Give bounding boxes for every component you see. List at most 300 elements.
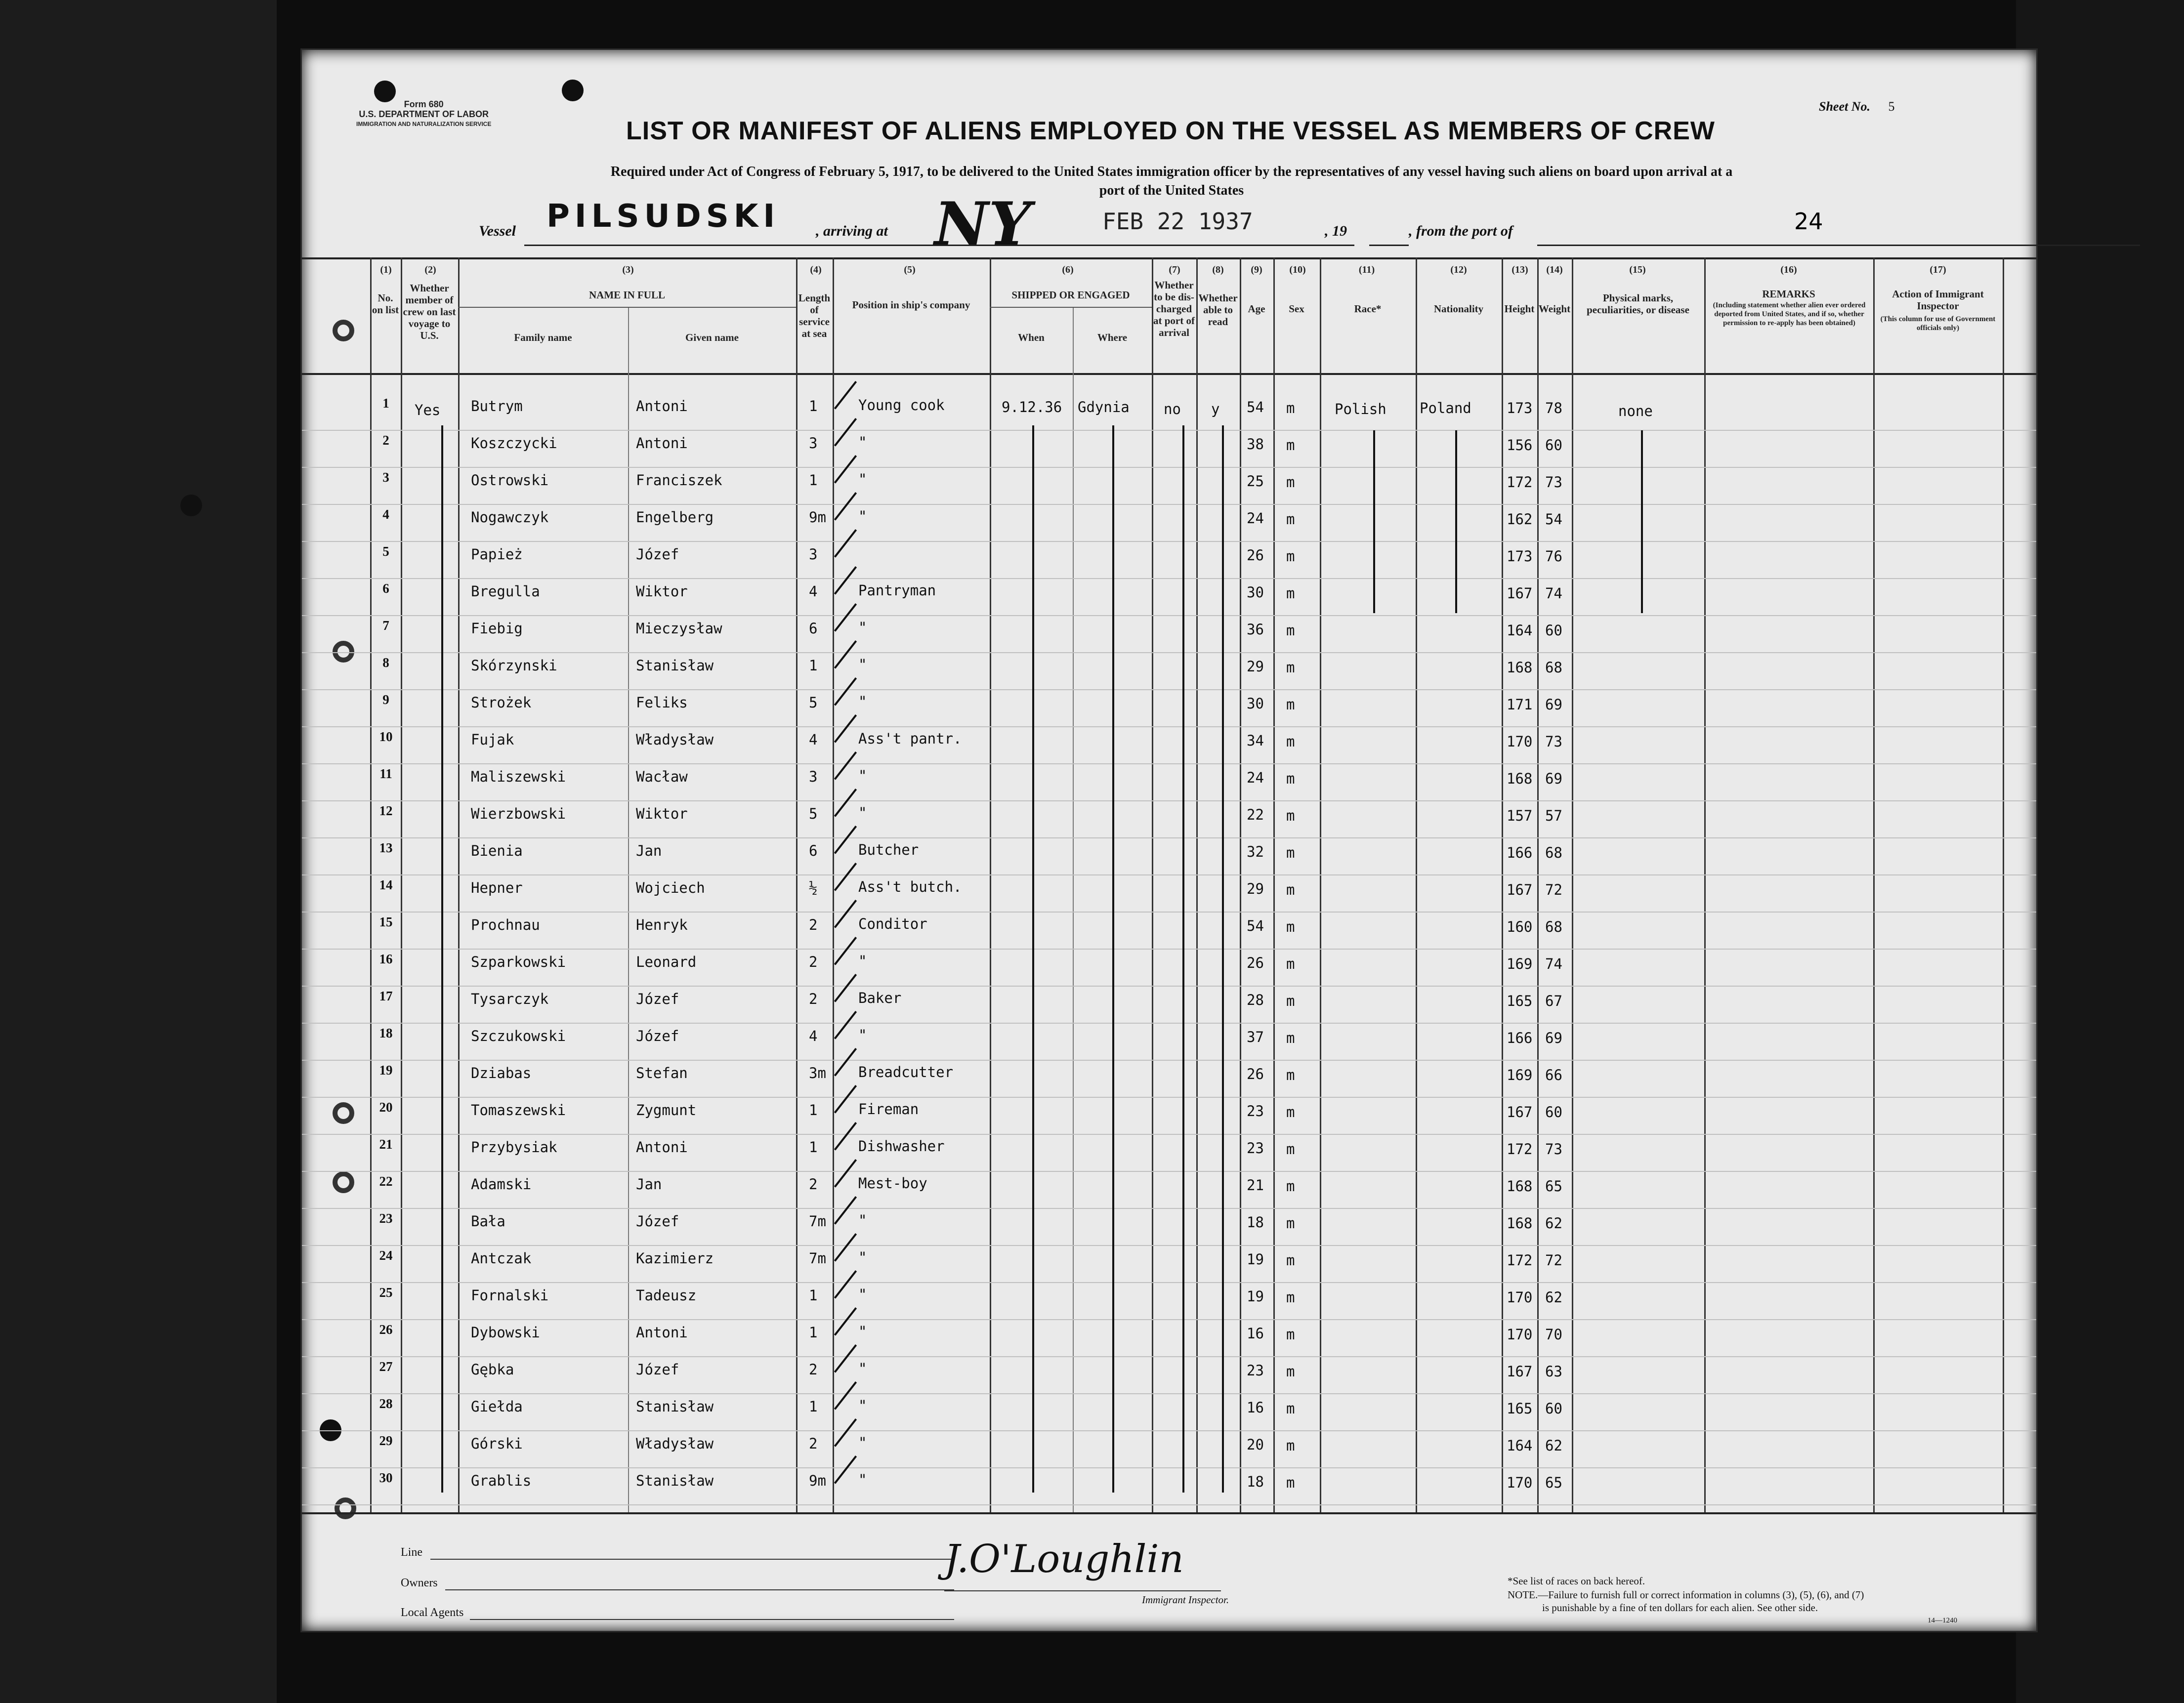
row-number: 15 bbox=[379, 914, 393, 929]
family-name: Bregulla bbox=[471, 583, 540, 600]
age: 37 bbox=[1247, 1029, 1264, 1045]
header-able-to-read: Whether able to read bbox=[1198, 292, 1238, 328]
signature-rule bbox=[944, 1590, 1221, 1591]
header-remarks-detail: (Including statement whether alien ever ordered deported from United States, and if so, whether permission to re-apply has been obtained) bbox=[1713, 301, 1866, 327]
col-number: (7) bbox=[1169, 264, 1180, 275]
row-number: 22 bbox=[379, 1174, 393, 1189]
position: Conditor bbox=[858, 915, 927, 932]
family-name: Bała bbox=[471, 1213, 505, 1230]
header-inspector-action: Action of Immigrant Inspector bbox=[1892, 288, 1984, 312]
weight: 62 bbox=[1545, 1437, 1562, 1454]
family-name: Wierzbowski bbox=[471, 805, 566, 822]
col-number: (10) bbox=[1289, 264, 1306, 275]
height: 168 bbox=[1507, 770, 1533, 787]
sex: m bbox=[1286, 1104, 1295, 1121]
age: 38 bbox=[1247, 436, 1264, 453]
family-name: Fiebig bbox=[471, 620, 523, 637]
header-family-name: Family name bbox=[514, 332, 572, 343]
check-mark bbox=[834, 381, 857, 410]
length-of-service: 9m bbox=[809, 509, 826, 526]
length-of-service: 2 bbox=[809, 1361, 818, 1378]
length-of-service: 3 bbox=[809, 546, 818, 563]
length-of-service: 1 bbox=[809, 1287, 818, 1304]
date-underline bbox=[929, 245, 1354, 246]
ditto-line-race bbox=[1373, 430, 1375, 613]
header-height: Height bbox=[1504, 303, 1535, 315]
table-row bbox=[302, 952, 2036, 989]
header-name-in-full: NAME IN FULL bbox=[588, 289, 665, 301]
sheet-value: 5 bbox=[1888, 99, 1895, 114]
row-rule bbox=[302, 1282, 2036, 1283]
table-row bbox=[302, 1359, 2036, 1396]
col-number: (17) bbox=[1930, 264, 1946, 275]
header-remarks: REMARKS bbox=[1762, 288, 1815, 300]
table-row bbox=[302, 1137, 2036, 1174]
position: Mest-boy bbox=[858, 1175, 927, 1192]
height: 169 bbox=[1507, 1067, 1533, 1083]
length-of-service: 6 bbox=[809, 842, 818, 859]
form-number: Form 680 bbox=[404, 99, 444, 109]
length-of-service: 4 bbox=[809, 583, 818, 600]
row-rule bbox=[302, 1171, 2036, 1172]
table-row bbox=[302, 1063, 2036, 1100]
row-number: 6 bbox=[382, 581, 389, 596]
given-name: Antoni bbox=[636, 435, 688, 452]
service: IMMIGRATION AND NATURALIZATION SERVICE bbox=[356, 121, 492, 127]
table-row bbox=[302, 1433, 2036, 1470]
header-position: Position in ship's company bbox=[852, 299, 970, 311]
sex: m bbox=[1286, 1363, 1295, 1380]
height: 167 bbox=[1507, 1104, 1533, 1121]
manifest-page bbox=[300, 48, 2038, 1632]
row-rule bbox=[302, 1023, 2036, 1024]
row-number: 13 bbox=[379, 840, 393, 855]
weight: 66 bbox=[1545, 1067, 1562, 1083]
age: 54 bbox=[1247, 917, 1264, 934]
given-name: Jan bbox=[636, 842, 662, 859]
row-rule bbox=[302, 689, 2036, 690]
col-number: (14) bbox=[1546, 264, 1563, 275]
shipped-where-value: Gdynia bbox=[1078, 399, 1130, 415]
row-number: 11 bbox=[379, 766, 392, 781]
family-name: Butrym bbox=[471, 398, 523, 415]
weight: 62 bbox=[1545, 1215, 1562, 1232]
sex: m bbox=[1286, 1289, 1295, 1306]
length-of-service: 2 bbox=[809, 954, 818, 970]
family-name: Fornalski bbox=[471, 1287, 549, 1304]
weight: 74 bbox=[1545, 955, 1562, 972]
table-row bbox=[302, 1396, 2036, 1433]
position: " bbox=[858, 1212, 867, 1229]
sex: m bbox=[1286, 1030, 1295, 1046]
header-race: Race* bbox=[1354, 303, 1382, 315]
table-row bbox=[302, 507, 2036, 544]
length-of-service: 1 bbox=[809, 1398, 818, 1415]
col-number: (15) bbox=[1629, 264, 1646, 275]
table-row bbox=[302, 1211, 2036, 1248]
row-rule bbox=[302, 986, 2036, 987]
sex: m bbox=[1286, 881, 1295, 898]
row-number: 19 bbox=[379, 1063, 393, 1078]
weight: 63 bbox=[1545, 1363, 1562, 1380]
subtitle-line-1: Required under Act of Congress of February 5, 1917, to be delivered to the United States immigration officer by the representatives of any vessel having such aliens on board upon arrival at a bbox=[610, 164, 1733, 179]
given-name: Władysław bbox=[636, 1435, 714, 1452]
col-number: (13) bbox=[1512, 264, 1528, 275]
age: 30 bbox=[1247, 695, 1264, 712]
weight: 54 bbox=[1545, 511, 1562, 528]
row-rule bbox=[302, 615, 2036, 616]
weight: 68 bbox=[1545, 918, 1562, 935]
family-name: Przybysiak bbox=[471, 1139, 557, 1156]
weight: 76 bbox=[1545, 548, 1562, 565]
given-name: Józef bbox=[636, 546, 679, 563]
sex: m bbox=[1286, 955, 1295, 972]
sex: m bbox=[1286, 1400, 1295, 1417]
position: " bbox=[858, 471, 867, 488]
position: " bbox=[858, 1286, 867, 1303]
length-of-service: 7m bbox=[809, 1213, 826, 1230]
length-of-service: 4 bbox=[809, 1028, 818, 1044]
age: 23 bbox=[1247, 1103, 1264, 1120]
family-name: Hepner bbox=[471, 879, 523, 896]
position: " bbox=[858, 1360, 867, 1377]
position: Ass't butch. bbox=[858, 878, 962, 895]
length-of-service: 9m bbox=[809, 1472, 826, 1489]
col-number: (11) bbox=[1358, 264, 1375, 275]
discharged-value: no bbox=[1164, 401, 1181, 417]
arrival-port: NY bbox=[934, 189, 1031, 259]
row-number: 8 bbox=[382, 655, 389, 670]
family-name: Strożek bbox=[471, 694, 532, 711]
col-number: (12) bbox=[1450, 264, 1467, 275]
sex: m bbox=[1286, 993, 1295, 1009]
binder-hole bbox=[180, 495, 202, 516]
inspector-signature: J.O'Loughlin bbox=[944, 1537, 1184, 1581]
family-name: Tomaszewski bbox=[471, 1102, 566, 1119]
given-name: Wojciech bbox=[636, 879, 705, 896]
footer-agents-rule bbox=[470, 1619, 954, 1620]
col-number: (6) bbox=[1062, 264, 1074, 275]
row-rule bbox=[302, 1356, 2036, 1357]
row-rule bbox=[302, 1208, 2036, 1209]
footer-owners-rule bbox=[445, 1589, 954, 1590]
row-rule bbox=[302, 874, 2036, 875]
given-name: Stanisław bbox=[636, 1472, 714, 1489]
sex: m bbox=[1286, 844, 1295, 861]
subtitle-line-2: port of the United States bbox=[1099, 183, 1244, 198]
given-name: Wacław bbox=[636, 768, 688, 785]
given-name: Antoni bbox=[636, 398, 688, 415]
row-rule bbox=[302, 467, 2036, 468]
film-margin-left bbox=[0, 0, 277, 1703]
position: " bbox=[858, 1323, 867, 1340]
row-rule bbox=[302, 652, 2036, 653]
table-row bbox=[302, 1285, 2036, 1322]
family-name: Adamski bbox=[471, 1176, 532, 1193]
given-name: Kazimierz bbox=[636, 1250, 714, 1267]
family-name: Górski bbox=[471, 1435, 523, 1452]
age: 26 bbox=[1247, 547, 1264, 564]
weight: 72 bbox=[1545, 881, 1562, 898]
page-title: LIST OR MANIFEST OF ALIENS EMPLOYED ON THE VESSEL AS MEMBERS OF CREW bbox=[626, 117, 1715, 145]
age: 24 bbox=[1247, 510, 1264, 527]
row-number: 2 bbox=[382, 433, 389, 448]
footer-line-rule bbox=[430, 1559, 954, 1560]
height: 167 bbox=[1507, 881, 1533, 898]
row-rule bbox=[302, 1134, 2036, 1135]
position: Fireman bbox=[858, 1101, 919, 1118]
given-name: Franciszek bbox=[636, 472, 722, 489]
sheet-number bbox=[1819, 99, 1895, 114]
age: 29 bbox=[1247, 880, 1264, 897]
age: 32 bbox=[1247, 843, 1264, 860]
table-row bbox=[302, 877, 2036, 914]
sex: m bbox=[1286, 1474, 1295, 1491]
age: 18 bbox=[1247, 1214, 1264, 1231]
row-number: 27 bbox=[379, 1359, 393, 1374]
sex: m bbox=[1286, 622, 1295, 639]
vessel-name: PILSUDSKI bbox=[546, 198, 780, 235]
height: 172 bbox=[1507, 1141, 1533, 1158]
height: 172 bbox=[1507, 1252, 1533, 1269]
height: 160 bbox=[1507, 918, 1533, 935]
table-row bbox=[302, 581, 2036, 618]
row-number: 1 bbox=[382, 396, 389, 411]
height: 173 bbox=[1507, 400, 1533, 416]
row-rule bbox=[302, 800, 2036, 801]
row-number: 16 bbox=[379, 952, 393, 966]
row-rule bbox=[302, 541, 2036, 542]
position: Ass't pantr. bbox=[858, 730, 962, 747]
arrival-date-stamp: FEB 22 1937 bbox=[1102, 208, 1253, 235]
height: 165 bbox=[1507, 1400, 1533, 1417]
table-bottom-rule bbox=[302, 1512, 2036, 1514]
table-row bbox=[302, 1470, 2036, 1507]
ditto-line-where bbox=[1112, 425, 1114, 1493]
ditto-line-marks bbox=[1641, 430, 1643, 613]
vessel-label: Vessel bbox=[479, 223, 516, 239]
age: 19 bbox=[1247, 1288, 1264, 1305]
sex: m bbox=[1286, 548, 1295, 565]
weight: 62 bbox=[1545, 1289, 1562, 1306]
height: 167 bbox=[1507, 585, 1533, 602]
year-label: , 19 bbox=[1325, 223, 1347, 239]
header-last-voyage: Whether member of crew on last voyage to U.S. bbox=[403, 282, 456, 341]
height: 172 bbox=[1507, 474, 1533, 491]
table-row bbox=[302, 1248, 2036, 1285]
given-name: Mieczysław bbox=[636, 620, 722, 637]
row-number: 5 bbox=[382, 544, 389, 559]
row-rule bbox=[302, 726, 2036, 727]
binder-hole bbox=[562, 80, 584, 101]
position: Pantryman bbox=[858, 582, 936, 599]
length-of-service: 4 bbox=[809, 731, 818, 748]
family-name: Grablis bbox=[471, 1472, 532, 1489]
header-physical-marks: Physical marks, peculiarities, or disease bbox=[1587, 292, 1689, 316]
header-nationality: Nationality bbox=[1433, 303, 1484, 315]
given-name: Feliks bbox=[636, 694, 688, 711]
age: 28 bbox=[1247, 992, 1264, 1008]
sex: m bbox=[1286, 1252, 1295, 1269]
weight: 68 bbox=[1545, 659, 1562, 676]
row-number: 25 bbox=[379, 1285, 393, 1300]
row-number: 3 bbox=[382, 470, 389, 485]
header-where: Where bbox=[1097, 332, 1128, 343]
row-number: 12 bbox=[379, 803, 393, 818]
weight: 74 bbox=[1545, 585, 1562, 602]
position: " bbox=[858, 1027, 867, 1043]
col-number: (16) bbox=[1780, 264, 1797, 275]
age: 21 bbox=[1247, 1177, 1264, 1194]
row-rule bbox=[302, 1430, 2036, 1431]
height: 168 bbox=[1507, 1215, 1533, 1232]
department: U.S. DEPARTMENT OF LABOR bbox=[359, 109, 489, 119]
weight: 69 bbox=[1545, 696, 1562, 713]
table-row bbox=[302, 729, 2036, 766]
ditto-line-read bbox=[1222, 425, 1224, 1493]
given-name: Zygmunt bbox=[636, 1102, 697, 1119]
length-of-service: 1 bbox=[809, 398, 818, 415]
position: " bbox=[858, 1471, 867, 1488]
header-when: When bbox=[1018, 332, 1045, 343]
from-port-underline bbox=[1537, 245, 2140, 246]
height: 157 bbox=[1507, 807, 1533, 824]
position: Breadcutter bbox=[858, 1064, 954, 1080]
age: 26 bbox=[1247, 955, 1264, 971]
ditto-line-discharged bbox=[1182, 425, 1184, 1493]
length-of-service: 2 bbox=[809, 916, 818, 933]
age: 29 bbox=[1247, 658, 1264, 675]
row-number: 18 bbox=[379, 1026, 393, 1040]
height: 171 bbox=[1507, 696, 1533, 713]
row-rule bbox=[302, 912, 2036, 913]
position: " bbox=[858, 1434, 867, 1451]
row-rule bbox=[302, 1245, 2036, 1246]
header-age: Age bbox=[1248, 303, 1265, 315]
row-rule bbox=[302, 504, 2036, 505]
length-of-service: 1 bbox=[809, 472, 818, 489]
family-name: Fujak bbox=[471, 731, 514, 748]
row-rule bbox=[302, 837, 2036, 838]
row-number: 24 bbox=[379, 1248, 393, 1263]
position: " bbox=[858, 767, 867, 784]
row-number: 20 bbox=[379, 1100, 393, 1115]
sex: m bbox=[1286, 1437, 1295, 1454]
height: 166 bbox=[1507, 1030, 1533, 1046]
row-rule bbox=[302, 1319, 2036, 1320]
weight: 57 bbox=[1545, 807, 1562, 824]
ditto-line-nationality bbox=[1455, 430, 1457, 613]
given-name: Wiktor bbox=[636, 805, 688, 822]
table-row bbox=[302, 655, 2036, 692]
position: " bbox=[858, 693, 867, 710]
given-name: Antoni bbox=[636, 1324, 688, 1341]
header-shipped-engaged: SHIPPED OR ENGAGED bbox=[1011, 289, 1130, 301]
table-row bbox=[302, 1322, 2036, 1359]
age: 18 bbox=[1247, 1473, 1264, 1490]
arriving-label: , arriving at bbox=[816, 223, 888, 239]
position: " bbox=[858, 619, 867, 636]
weight: 60 bbox=[1545, 437, 1562, 454]
position: " bbox=[858, 434, 867, 451]
height: 170 bbox=[1507, 1474, 1533, 1491]
physical-marks-value: none bbox=[1618, 403, 1653, 419]
position: " bbox=[858, 1397, 867, 1414]
col-number: (9) bbox=[1251, 264, 1262, 275]
table-row bbox=[302, 914, 2036, 952]
height: 173 bbox=[1507, 548, 1533, 565]
row-number: 17 bbox=[379, 989, 393, 1003]
age: 24 bbox=[1247, 769, 1264, 786]
length-of-service: 5 bbox=[809, 694, 818, 711]
fine-note-2: is punishable by a fine of ten dollars for each alien. See other side. bbox=[1542, 1602, 1818, 1614]
header-discharged: Whether to be dis-charged at port of arrival bbox=[1153, 279, 1195, 338]
given-name: Józef bbox=[636, 1361, 679, 1378]
position: Young cook bbox=[858, 397, 945, 414]
length-of-service: 6 bbox=[809, 620, 818, 637]
age: 34 bbox=[1247, 732, 1264, 749]
length-of-service: 3 bbox=[809, 768, 818, 785]
length-of-service: 3 bbox=[809, 435, 818, 452]
weight: 73 bbox=[1545, 733, 1562, 750]
row-number: 28 bbox=[379, 1396, 393, 1411]
height: 169 bbox=[1507, 955, 1533, 972]
length-of-service: 2 bbox=[809, 1435, 818, 1452]
sex: m bbox=[1286, 1215, 1295, 1232]
row-rule bbox=[302, 763, 2036, 764]
position: Butcher bbox=[858, 841, 919, 858]
family-name: Maliszewski bbox=[471, 768, 566, 785]
sex: m bbox=[1286, 659, 1295, 676]
manifest-table bbox=[302, 257, 2036, 1591]
height: 168 bbox=[1507, 659, 1533, 676]
ditto-line-when bbox=[1032, 425, 1034, 1493]
weight: 67 bbox=[1545, 993, 1562, 1009]
family-name: Gębka bbox=[471, 1361, 514, 1378]
height: 166 bbox=[1507, 844, 1533, 861]
length-of-service: 1 bbox=[809, 657, 818, 674]
given-name: Henryk bbox=[636, 916, 688, 933]
col-number: (3) bbox=[622, 264, 634, 275]
weight: 65 bbox=[1545, 1474, 1562, 1491]
row-number: 9 bbox=[382, 692, 389, 707]
height: 168 bbox=[1507, 1178, 1533, 1195]
age: 19 bbox=[1247, 1251, 1264, 1268]
row-number: 26 bbox=[379, 1322, 393, 1337]
header-no-on-list: No. on list bbox=[372, 292, 399, 316]
given-name: Antoni bbox=[636, 1139, 688, 1156]
weight: 73 bbox=[1545, 474, 1562, 491]
given-name: Stefan bbox=[636, 1065, 688, 1081]
sex: m bbox=[1286, 770, 1295, 787]
age: 36 bbox=[1247, 621, 1264, 638]
sex: m bbox=[1286, 474, 1295, 491]
weight: 60 bbox=[1545, 622, 1562, 639]
weight: 65 bbox=[1545, 1178, 1562, 1195]
sex: m bbox=[1286, 1067, 1295, 1083]
table-row bbox=[302, 989, 2036, 1026]
length-of-service: 1 bbox=[809, 1102, 818, 1119]
col-number: (8) bbox=[1212, 264, 1224, 275]
position: " bbox=[858, 656, 867, 673]
table-row bbox=[302, 544, 2036, 581]
age: 25 bbox=[1247, 473, 1264, 490]
ditto-line-last-voyage bbox=[441, 425, 443, 1493]
row-rule bbox=[302, 949, 2036, 950]
table-row bbox=[302, 1100, 2036, 1137]
table-row bbox=[302, 840, 2036, 877]
given-name: Wiktor bbox=[636, 583, 688, 600]
